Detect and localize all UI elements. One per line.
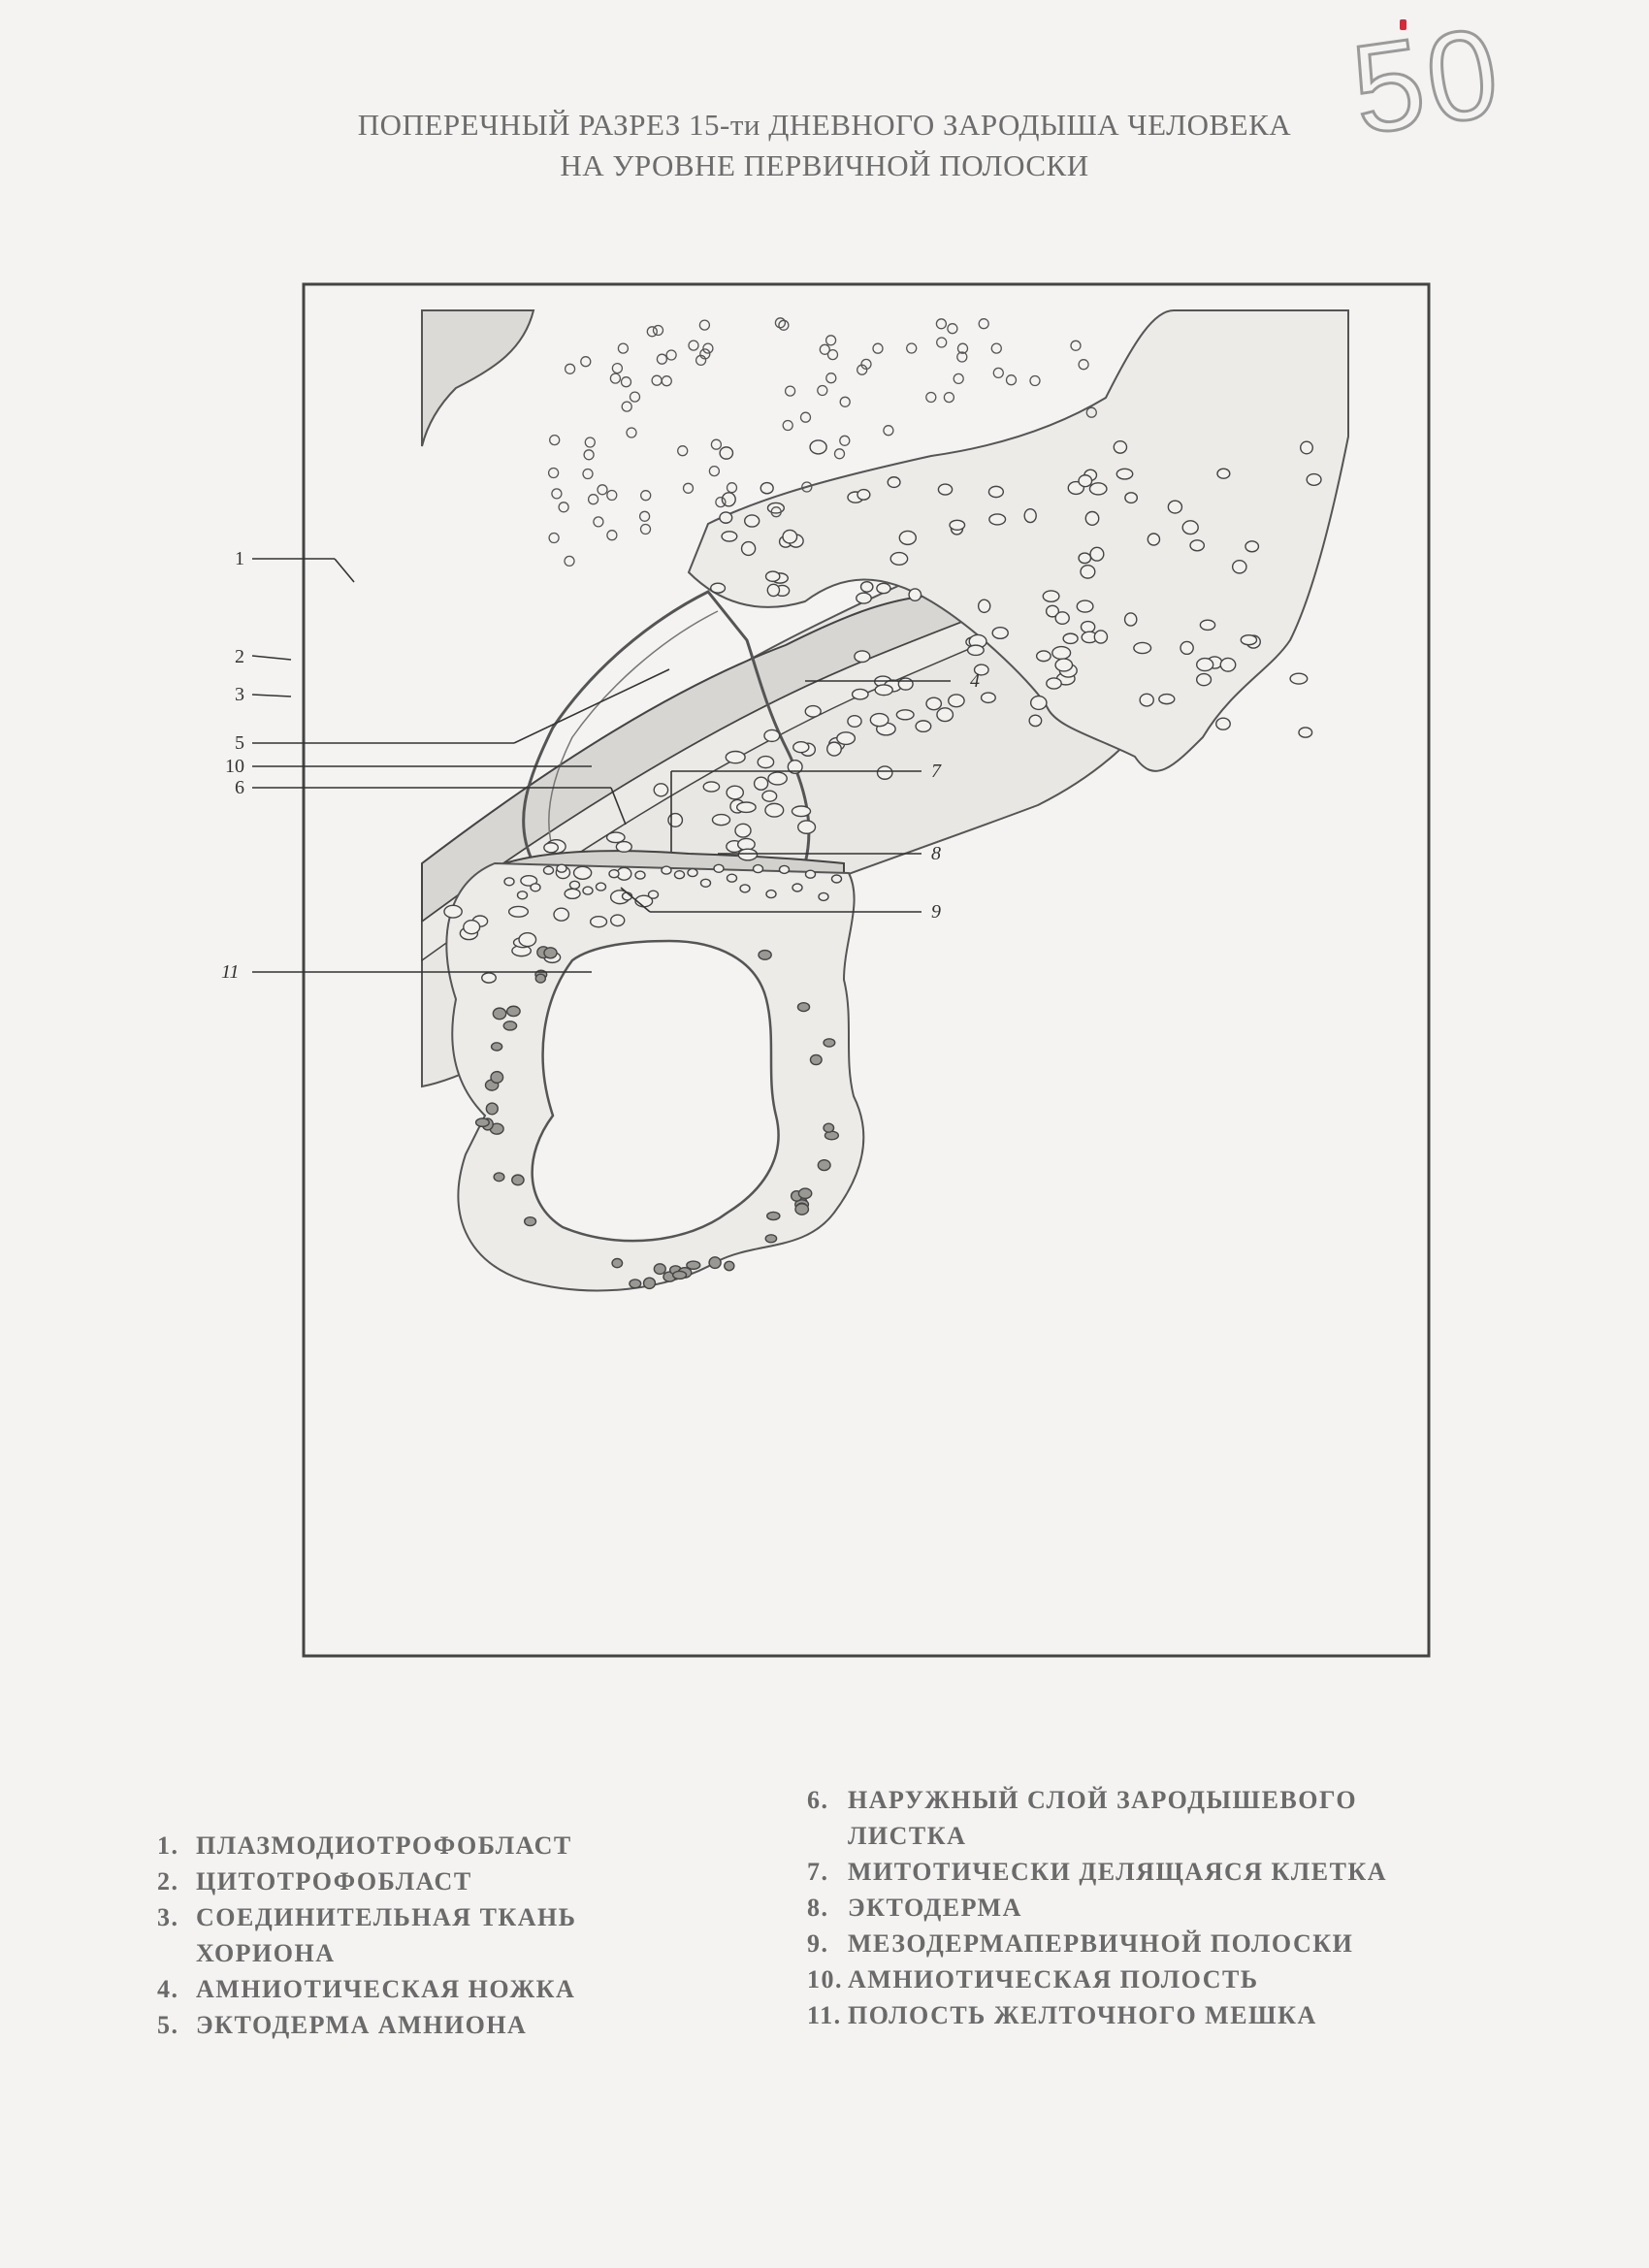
legend-number: 5.	[157, 2011, 179, 2039]
label-11: 11	[221, 961, 240, 983]
label-6: 6	[235, 777, 244, 798]
legend-text: ЛИСТКА	[848, 1822, 967, 1850]
legend-text: АМНИОТИЧЕСКАЯ ПОЛОСТЬ	[848, 1965, 1259, 1993]
legend-text: АМНИОТИЧЕСКАЯ НОЖКА	[196, 1975, 576, 2003]
label-2: 2	[235, 646, 244, 667]
legend-text: ПОЛОСТЬ ЖЕЛТОЧНОГО МЕШКА	[848, 2001, 1317, 2029]
legend-number: 4.	[157, 1975, 179, 2003]
legend-text: НАРУЖНЫЙ СЛОЙ ЗАРОДЫШЕВОГО	[848, 1786, 1358, 1814]
label-8: 8	[931, 843, 941, 864]
legend-text: ЭКТОДЕРМА	[848, 1894, 1022, 1922]
legend-text: ЭКТОДЕРМА АМНИОНА	[196, 2011, 528, 2039]
legend-left-column	[157, 1829, 700, 2052]
label-10: 10	[225, 756, 244, 777]
legend-number: 1.	[157, 1831, 179, 1860]
title-line-2: НА УРОВНЕ ПЕРВИЧНОЙ ПОЛОСКИ	[560, 148, 1089, 182]
legend-text: СОЕДИНИТЕЛЬНАЯ ТКАНЬ	[196, 1903, 577, 1931]
legend-number: 9.	[807, 1929, 829, 1958]
title-line-1: ПОПЕРЕЧНЫЙ РАЗРЕЗ 15-ти ДНЕВНОГО ЗАРОДЫША ЧЕЛОВЕКА	[357, 108, 1292, 142]
legend-number: 11.	[807, 2001, 842, 2029]
legend-right-column	[807, 1783, 1505, 2074]
legend-text: ХОРИОНА	[196, 1939, 336, 1967]
yolk-sac-cavity	[533, 941, 779, 1241]
legend-number: 10.	[807, 1965, 843, 1993]
label-5: 5	[235, 732, 244, 754]
label-3: 3	[235, 684, 244, 705]
legend-text: МЕЗОДЕРМАПЕРВИЧНОЙ ПОЛОСКИ	[848, 1929, 1354, 1958]
label-1: 1	[235, 548, 244, 569]
embryo-cross-section-figure	[221, 281, 1431, 1659]
page-title	[0, 105, 1649, 186]
legend-number: 7.	[807, 1858, 829, 1886]
label-4: 4	[970, 670, 980, 692]
upper-left-tissue	[422, 310, 534, 446]
legend-text: ПЛАЗМОДИОТРОФОБЛАСТ	[196, 1831, 572, 1860]
label-9: 9	[931, 901, 941, 923]
legend-number: 3.	[157, 1903, 179, 1931]
figure-drawing	[221, 281, 1431, 1659]
legend-number: 8.	[807, 1894, 829, 1922]
legend-text: ЦИТОТРОФОБЛАСТ	[196, 1867, 472, 1895]
page-number: 50	[1343, 0, 1511, 161]
legend-number: 6.	[807, 1786, 829, 1814]
label-7: 7	[931, 761, 941, 782]
legend-text: МИТОТИЧЕСКИ ДЕЛЯЩАЯСЯ КЛЕТКА	[848, 1858, 1388, 1886]
legend-number: 2.	[157, 1867, 179, 1895]
